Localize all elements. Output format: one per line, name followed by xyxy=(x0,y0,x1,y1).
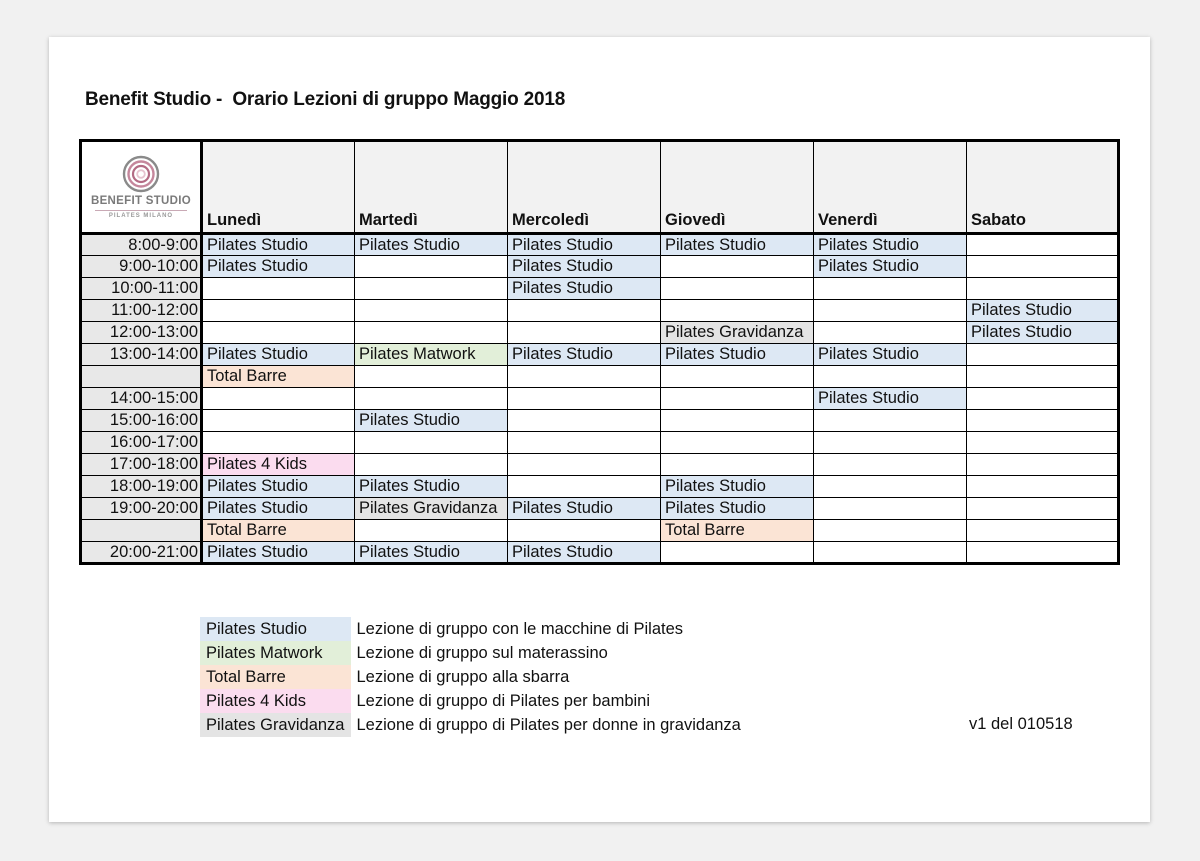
legend-swatch-label: Pilates 4 Kids xyxy=(200,689,351,713)
class-cell: Pilates Studio xyxy=(355,410,508,432)
class-cell: Pilates Studio xyxy=(202,234,355,256)
legend-description: Lezione di gruppo alla sbarra xyxy=(356,667,570,686)
class-cell: Pilates Studio xyxy=(814,388,967,410)
day-header-sabato: Sabato xyxy=(967,141,1119,234)
class-cell xyxy=(202,388,355,410)
class-cell xyxy=(967,344,1119,366)
schedule-row xyxy=(81,432,1119,454)
legend-item xyxy=(200,641,747,665)
class-cell xyxy=(508,520,661,542)
page-title: Benefit Studio - Orario Lezioni di gruppo Maggio 2018 xyxy=(85,89,566,110)
class-cell: Pilates Gravidanza xyxy=(355,498,508,520)
schedule-row xyxy=(81,476,1119,498)
class-cell xyxy=(355,278,508,300)
class-cell: Pilates 4 Kids xyxy=(202,454,355,476)
class-cell xyxy=(814,542,967,564)
class-cell: Pilates Studio xyxy=(202,498,355,520)
legend-description: Lezione di gruppo di Pilates per donne in gravidanza xyxy=(356,715,741,734)
class-cell xyxy=(814,498,967,520)
class-cell xyxy=(355,432,508,454)
time-slot: 8:00-9:00 xyxy=(81,234,202,256)
schedule-row xyxy=(81,520,1119,542)
legend-description: Lezione di gruppo di Pilates per bambini xyxy=(356,691,651,710)
legend-item xyxy=(200,617,747,641)
time-slot: 9:00-10:00 xyxy=(81,256,202,278)
time-slot: 13:00-14:00 xyxy=(81,344,202,366)
class-cell xyxy=(508,388,661,410)
day-header-venerdi: Venerdì xyxy=(814,141,967,234)
class-cell: Pilates Studio xyxy=(202,256,355,278)
class-cell xyxy=(814,476,967,498)
legend-description: Lezione di gruppo sul materassino xyxy=(356,643,608,662)
class-cell: Total Barre xyxy=(202,366,355,388)
class-cell xyxy=(661,542,814,564)
schedule-table xyxy=(79,139,1120,565)
class-cell xyxy=(508,366,661,388)
schedule-row xyxy=(81,388,1119,410)
class-cell xyxy=(814,410,967,432)
class-cell: Pilates Matwork xyxy=(355,344,508,366)
time-slot: 11:00-12:00 xyxy=(81,300,202,322)
class-cell: Pilates Studio xyxy=(814,256,967,278)
legend-item xyxy=(200,689,747,713)
legend-description: Lezione di gruppo con le macchine di Pilates xyxy=(356,619,684,638)
class-cell xyxy=(661,366,814,388)
time-slot xyxy=(81,366,202,388)
class-cell xyxy=(814,520,967,542)
class-cell xyxy=(814,432,967,454)
time-slot: 19:00-20:00 xyxy=(81,498,202,520)
class-cell xyxy=(967,498,1119,520)
schedule-row xyxy=(81,498,1119,520)
class-cell xyxy=(814,454,967,476)
legend-item xyxy=(200,665,747,689)
class-cell xyxy=(661,388,814,410)
class-cell xyxy=(355,454,508,476)
time-slot: 10:00-11:00 xyxy=(81,278,202,300)
legend-item xyxy=(200,713,747,737)
class-cell xyxy=(508,476,661,498)
time-slot: 18:00-19:00 xyxy=(81,476,202,498)
day-header-mercoledi: Mercoledì xyxy=(508,141,661,234)
class-cell: Pilates Studio xyxy=(508,498,661,520)
time-slot: 20:00-21:00 xyxy=(81,542,202,564)
class-cell: Pilates Studio xyxy=(508,234,661,256)
schedule-header-row xyxy=(81,141,1119,234)
legend-swatch-label: Pilates Gravidanza xyxy=(200,713,351,737)
class-cell xyxy=(508,432,661,454)
class-cell: Pilates Studio xyxy=(814,234,967,256)
class-cell: Pilates Studio xyxy=(661,234,814,256)
time-slot: 15:00-16:00 xyxy=(81,410,202,432)
class-cell xyxy=(661,256,814,278)
class-cell: Pilates Studio xyxy=(202,344,355,366)
class-cell xyxy=(661,454,814,476)
logo-text: BENEFIT STUDIO xyxy=(90,195,192,207)
legend-swatch-label: Pilates Matwork xyxy=(200,641,351,665)
class-cell xyxy=(508,300,661,322)
class-cell xyxy=(661,300,814,322)
class-cell xyxy=(967,410,1119,432)
class-cell xyxy=(508,454,661,476)
class-cell xyxy=(814,366,967,388)
day-header-lunedi: Lunedì xyxy=(202,141,355,234)
class-cell: Pilates Studio xyxy=(661,476,814,498)
logo-cell xyxy=(81,141,202,234)
benefit-studio-logo xyxy=(82,155,200,219)
time-slot xyxy=(81,520,202,542)
class-cell: Total Barre xyxy=(202,520,355,542)
schedule-row xyxy=(81,322,1119,344)
class-cell xyxy=(355,388,508,410)
class-cell xyxy=(355,366,508,388)
class-cell xyxy=(967,388,1119,410)
time-slot: 16:00-17:00 xyxy=(81,432,202,454)
class-cell xyxy=(661,432,814,454)
logo-divider xyxy=(95,210,187,211)
time-slot: 14:00-15:00 xyxy=(81,388,202,410)
time-slot: 17:00-18:00 xyxy=(81,454,202,476)
class-cell xyxy=(814,322,967,344)
class-cell: Pilates Studio xyxy=(202,542,355,564)
class-cell: Pilates Studio xyxy=(355,234,508,256)
class-cell xyxy=(967,278,1119,300)
schedule-row xyxy=(81,300,1119,322)
schedule-row xyxy=(81,454,1119,476)
schedule-row xyxy=(81,366,1119,388)
schedule-row xyxy=(81,410,1119,432)
concentric-circles-icon xyxy=(122,155,160,193)
class-cell xyxy=(202,322,355,344)
schedule-row xyxy=(81,542,1119,564)
class-cell: Pilates Studio xyxy=(508,344,661,366)
class-cell xyxy=(355,300,508,322)
class-cell: Pilates Studio xyxy=(967,300,1119,322)
class-cell: Pilates Studio xyxy=(355,476,508,498)
class-cell xyxy=(355,256,508,278)
class-cell xyxy=(355,520,508,542)
class-cell xyxy=(967,520,1119,542)
class-cell xyxy=(967,454,1119,476)
class-cell: Pilates Studio xyxy=(355,542,508,564)
class-cell: Pilates Studio xyxy=(508,542,661,564)
day-header-giovedi: Giovedì xyxy=(661,141,814,234)
class-cell xyxy=(967,234,1119,256)
legend-swatch-label: Pilates Studio xyxy=(200,617,351,641)
class-cell xyxy=(661,278,814,300)
class-cell: Pilates Studio xyxy=(814,344,967,366)
class-cell xyxy=(967,366,1119,388)
class-cell: Pilates Studio xyxy=(508,278,661,300)
class-cell xyxy=(202,300,355,322)
class-cell: Pilates Studio xyxy=(661,344,814,366)
class-cell xyxy=(202,410,355,432)
class-cell: Pilates Gravidanza xyxy=(661,322,814,344)
time-slot: 12:00-13:00 xyxy=(81,322,202,344)
class-cell: Pilates Studio xyxy=(508,256,661,278)
class-cell: Pilates Studio xyxy=(967,322,1119,344)
class-cell: Pilates Studio xyxy=(202,476,355,498)
class-cell xyxy=(967,432,1119,454)
class-cell xyxy=(814,278,967,300)
class-cell: Total Barre xyxy=(661,520,814,542)
schedule-row xyxy=(81,278,1119,300)
class-cell xyxy=(814,300,967,322)
day-header-martedi: Martedì xyxy=(355,141,508,234)
class-cell xyxy=(355,322,508,344)
class-cell xyxy=(967,256,1119,278)
class-cell xyxy=(508,410,661,432)
class-cell xyxy=(661,410,814,432)
class-cell xyxy=(202,278,355,300)
schedule-row xyxy=(81,234,1119,256)
legend-table xyxy=(200,617,747,737)
schedule-row xyxy=(81,256,1119,278)
schedule-row xyxy=(81,344,1119,366)
legend-swatch-label: Total Barre xyxy=(200,665,351,689)
class-cell xyxy=(508,322,661,344)
version-label: v1 del 010518 xyxy=(969,715,1073,733)
class-cell: Pilates Studio xyxy=(661,498,814,520)
class-cell xyxy=(967,542,1119,564)
logo-subtext: PILATES MILANO xyxy=(108,213,174,219)
class-cell xyxy=(202,432,355,454)
class-cell xyxy=(967,476,1119,498)
